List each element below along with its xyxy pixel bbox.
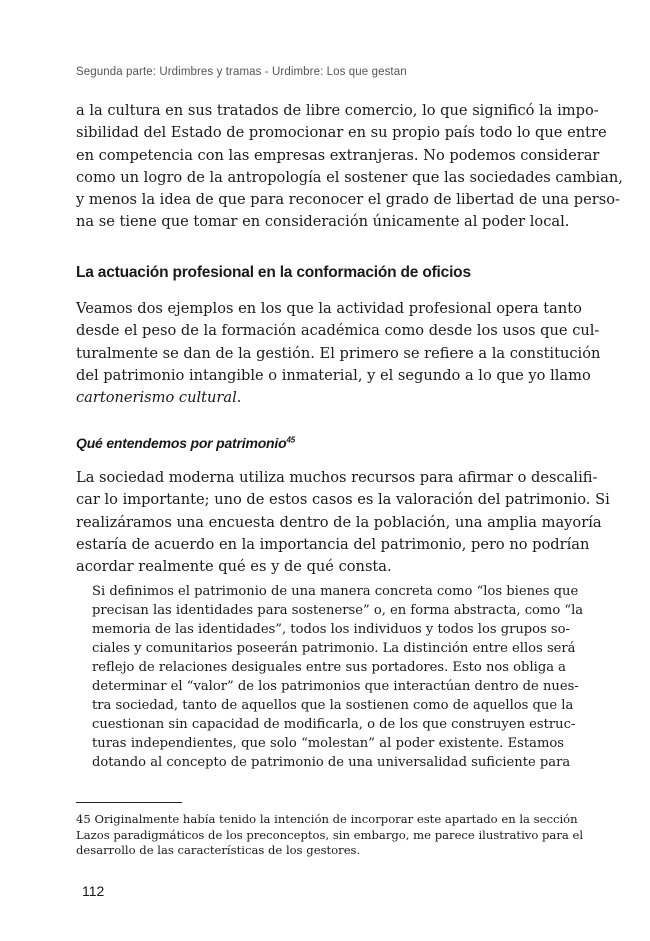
footnote-divider — [76, 802, 182, 803]
block-quote — [92, 582, 584, 772]
period: . — [236, 389, 242, 407]
section-heading: La actuación profesional en la conformación de oficios — [76, 264, 471, 281]
paragraph-line: y menos la idea de que para reconocer el grado de libertad de una perso- — [76, 191, 620, 209]
paragraph-line: desde el peso de la formación académica como desde los usos que cul- — [76, 322, 600, 340]
paragraph-line: realizáramos una encuesta dentro de la población, una amplia mayoría — [76, 513, 602, 531]
footnote-line: Lazos paradigmáticos de los preconceptos, sin embargo, me parece ilustrativo para el — [76, 827, 584, 842]
quote-line: turas independientes, que solo “molestan” al poder existente. Estamos — [92, 736, 564, 751]
paragraph-line: acordar realmente qué es y de qué consta. — [76, 558, 392, 576]
subsection-heading — [76, 435, 295, 451]
quote-line: precisan las identidades para sostenerse” o, en forma abstracta, como “la — [92, 603, 584, 618]
footnote-line: desarrollo de las características de los gestores. — [76, 843, 361, 858]
paragraph-line: turalmente se dan de la gestión. El primero se refiere a la constitución — [76, 344, 601, 362]
footnote — [76, 812, 584, 859]
paragraph-line: como un logro de la antropología el sostener que las sociedades cambian, — [76, 168, 623, 186]
quote-line: cuestionan sin capacidad de modificarla, o de los que construyen estruc- — [92, 717, 576, 732]
paragraph-line: Veamos dos ejemplos en los que la actividad profesional opera tanto — [76, 300, 582, 317]
paragraph-line: na se tiene que tomar en consideración únicamente al poder local. — [76, 213, 570, 231]
subsection-heading-text: Qué entendemos por patrimonio — [76, 435, 287, 451]
quote-line: dotando al concepto de patrimonio de una universalidad suficiente para — [92, 755, 571, 770]
quote-line: reflejo de relaciones desiguales entre sus portadores. Esto nos obliga a — [92, 660, 566, 675]
paragraph-3 — [76, 467, 610, 578]
paragraph-1 — [76, 100, 623, 234]
footnote-line: 45 Originalmente había tenido la intención de incorporar este apartado en la sección — [76, 812, 578, 826]
paragraph-line: estaría de acuerdo en la importancia del patrimonio, pero no podrían — [76, 535, 590, 553]
footnote-marker: 45 — [286, 435, 295, 445]
paragraph-line: a la cultura en sus tratados de libre comercio, lo que significó la impo- — [76, 102, 599, 119]
quote-line: tra sociedad, tanto de aquellos que la sostienen como de aquellos que la — [92, 698, 574, 713]
paragraph-line: car lo importante; uno de estos casos es la valoración del patrimonio. Si — [76, 491, 610, 509]
paragraph-line: en competencia con las empresas extranjeras. No podemos considerar — [76, 146, 600, 164]
quote-line: memoria de las identidades”, todos los individuos y todos los grupos so- — [92, 622, 570, 637]
quote-line: ciales y comunitarios poseerán patrimonio. La distinción entre ellos será — [92, 641, 576, 656]
paragraph-2 — [76, 298, 601, 409]
running-head: Segunda parte: Urdimbres y tramas - Urdimbre: Los que gestan — [76, 66, 407, 78]
paragraph-line: del patrimonio intangible o inmaterial, y el segundo a lo que yo llamo — [76, 366, 591, 384]
quote-line: determinar el “valor” de los patrimonios que interactúan dentro de nues- — [92, 679, 579, 694]
paragraph-line: sibilidad del Estado de promocionar en su propio país todo lo que entre — [76, 124, 607, 142]
quote-line: Si definimos el patrimonio de una manera concreta como “los bienes que — [92, 584, 579, 599]
paragraph-line — [76, 387, 572, 409]
italic-term: cartonerismo cultural — [76, 389, 237, 407]
page-number: 112 — [82, 883, 105, 899]
paragraph-line: La sociedad moderna utiliza muchos recursos para afirmar o descalifi- — [76, 469, 598, 486]
